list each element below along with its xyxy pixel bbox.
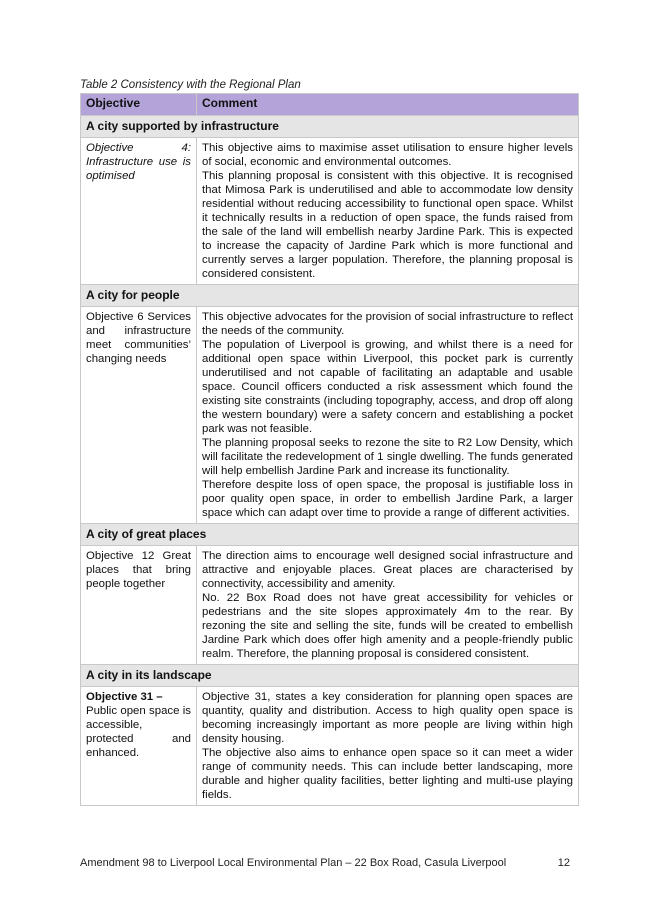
comment-cell: [197, 307, 579, 524]
comment-paragraph: The planning proposal seeks to rezone the site to R2 Low Density, which will facilitate the redevelopment of 1 single dwelling. The funds generated will help embellish Jardine Park and increase its functionality.: [202, 437, 573, 477]
comment-paragraph: The population of Liverpool is growing, and whilst there is a need for additional open space within Liverpool, this pocket park is currently underutilised and not capable of facilitating an adaptable and usable space. Council officers conducted a risk assessment which found the existing site constraints (including topography, access, and drop off along the western boundary) were a safety concern and establishing a pocket park was not feasible.: [202, 339, 573, 435]
page-footer: [80, 857, 570, 869]
section-title: A city supported by infrastructure: [81, 116, 579, 138]
comment-paragraph: The direction aims to encourage well designed social infrastructure and attractive and enjoyable places. Great places are characterised by connectivity, accessibility and amenity.: [202, 550, 573, 590]
comment-paragraph: This objective advocates for the provision of social infrastructure to reflect the needs of the community.: [202, 311, 573, 337]
comment-cell: [197, 687, 579, 806]
header-comment: Comment: [197, 94, 579, 116]
section-title: A city of great places: [81, 524, 579, 546]
header-objective: Objective: [81, 94, 197, 116]
table-row: [81, 546, 579, 665]
table-row: [81, 138, 579, 285]
section-row: [81, 116, 579, 138]
footer-title: Amendment 98 to Liverpool Local Environmental Plan – 22 Box Road, Casula Liverpool: [80, 857, 507, 869]
section-title: A city in its landscape: [81, 665, 579, 687]
comment-paragraph: Therefore despite loss of open space, the proposal is justifiable loss in poor quality open space, in order to embellish Jardine Park, a larger space which can adapt over time to provide a range of different activities.: [202, 479, 573, 519]
comment-cell: [197, 546, 579, 665]
objective-cell: [81, 687, 197, 806]
table-caption: Table 2 Consistency with the Regional Plan: [80, 79, 301, 91]
objective-cell: Objective 12 Great places that bring people together: [81, 546, 197, 665]
comment-paragraph: This planning proposal is consistent with this objective. It is recognised that Mimosa Park is underutilised and able to accommodate low density residential without reducing accessibility to functional open space. Whilst it technically results in a reduction of open space, the funds raised from the sale of the land will embellish nearby Jardine Park. This is expected to increase the capacity of Jardine Park which is more functional and currently serves a larger population. Therefore, the planning proposal is considered consistent.: [202, 170, 573, 280]
section-row: [81, 665, 579, 687]
table-row: [81, 687, 579, 806]
comment-cell: [197, 138, 579, 285]
comment-paragraph: Objective 31, states a key consideration for planning open spaces are quantity, quality and distribution. Access to high quality open space is becoming increasingly important as more people are living within high density housing.: [202, 691, 573, 745]
comment-paragraph: This objective aims to maximise asset utilisation to ensure higher levels of social, economic and environmental outcomes.: [202, 142, 573, 168]
table-header-row: [81, 94, 579, 116]
objective-title: Objective 31 –: [86, 691, 163, 703]
section-row: [81, 285, 579, 307]
comment-paragraph: The objective also aims to enhance open space so it can meet a wider range of community needs. This can include better landscaping, more durable and higher quality facilities, better lighting and multi-use playing fields.: [202, 747, 573, 801]
section-title: A city for people: [81, 285, 579, 307]
objective-cell: Objective 6 Services and infrastructure meet communities’ changing needs: [81, 307, 197, 524]
objective-cell: Objective 4: Infrastructure use is optimised: [81, 138, 197, 285]
page-number: 12: [557, 857, 570, 869]
comment-paragraph: No. 22 Box Road does not have great accessibility for vehicles or pedestrians and the site slopes approximately 4m to the rear. By rezoning the site and selling the site, funds will be created to embellish Jardine Park which does offer high amenity and a people-friendly public realm. Therefore, the planning proposal is considered consistent.: [202, 592, 573, 660]
objective-text: Public open space is accessible, protected and enhanced.: [86, 705, 191, 759]
section-row: [81, 524, 579, 546]
table-row: [81, 307, 579, 524]
consistency-table: [80, 93, 579, 806]
